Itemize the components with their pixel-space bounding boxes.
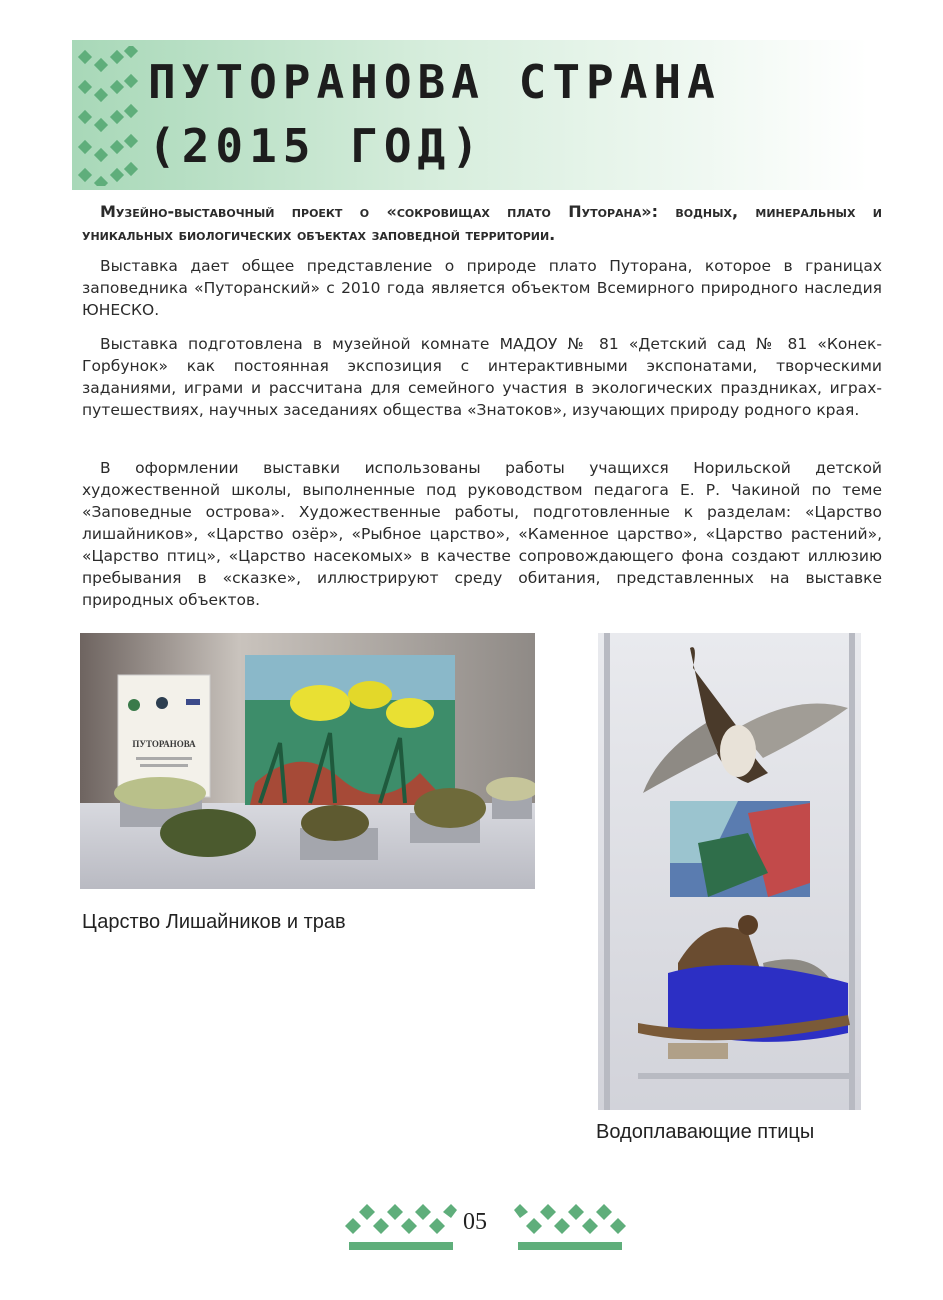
paragraph-2: Выставка подготовлена в музейной комнате МАДОУ № 81 «Детский сад № 81 «Конек-Горбунок» как постоянная экспозиция с интерактивными экспонатами, творческими заданиями, играми и рассчитана для семейного участия в экологических праздниках, играх-путешествиях, научных заседаниях общества «Знатоков», изучающих природу родного края. xyxy=(82,335,882,419)
footer-ornament-right-icon xyxy=(514,1196,626,1256)
paragraph-1: Выставка дает общее представление о природе плато Путорана, которое в границах заповедника «Путоранский» с 2010 года является объектом Всемирного природного наследия ЮНЕСКО. xyxy=(82,257,882,319)
lead-paragraph: Музейно-выставочный проект о «сокровищах плато Путорана»: водных, минеральных и уникальных биологических объектах заповедной территории. xyxy=(82,202,882,244)
title-line-1: ПУТОРАНОВА СТРАНА xyxy=(148,55,721,109)
ornament-left-icon xyxy=(76,46,140,186)
paragraph-3: В оформлении выставки использованы работы учащихся Норильской детской художественной школы, выполненные под руководством педагога Е. Р. Чакиной по теме «Заповедные острова». Художественные работы, подготовленные к разделам: «Царство лишайников», «Царство озёр», «Рыбное царство», «Каменное царство», «Царство растений», «Царство птиц», «Царство насекомых» в качестве сопровождающего фона создают иллюзию пребывания в «сказке», иллюстрируют среду обитания, представленных на выставке природных объектов. xyxy=(82,459,882,609)
page-title xyxy=(148,50,721,178)
photo-lichen-exhibit xyxy=(80,633,535,889)
svg-text:ПУТОРАНОВА: ПУТОРАНОВА xyxy=(132,739,196,749)
footer-ornament-left-icon xyxy=(345,1196,457,1256)
page-number: 05 xyxy=(463,1209,487,1235)
caption-waterbirds: Водоплавающие птицы xyxy=(596,1121,815,1143)
photo-waterbirds-exhibit xyxy=(598,633,861,1110)
title-line-2: (2015 ГОД) xyxy=(148,119,485,173)
caption-lichen: Царство Лишайников и трав xyxy=(82,911,346,933)
